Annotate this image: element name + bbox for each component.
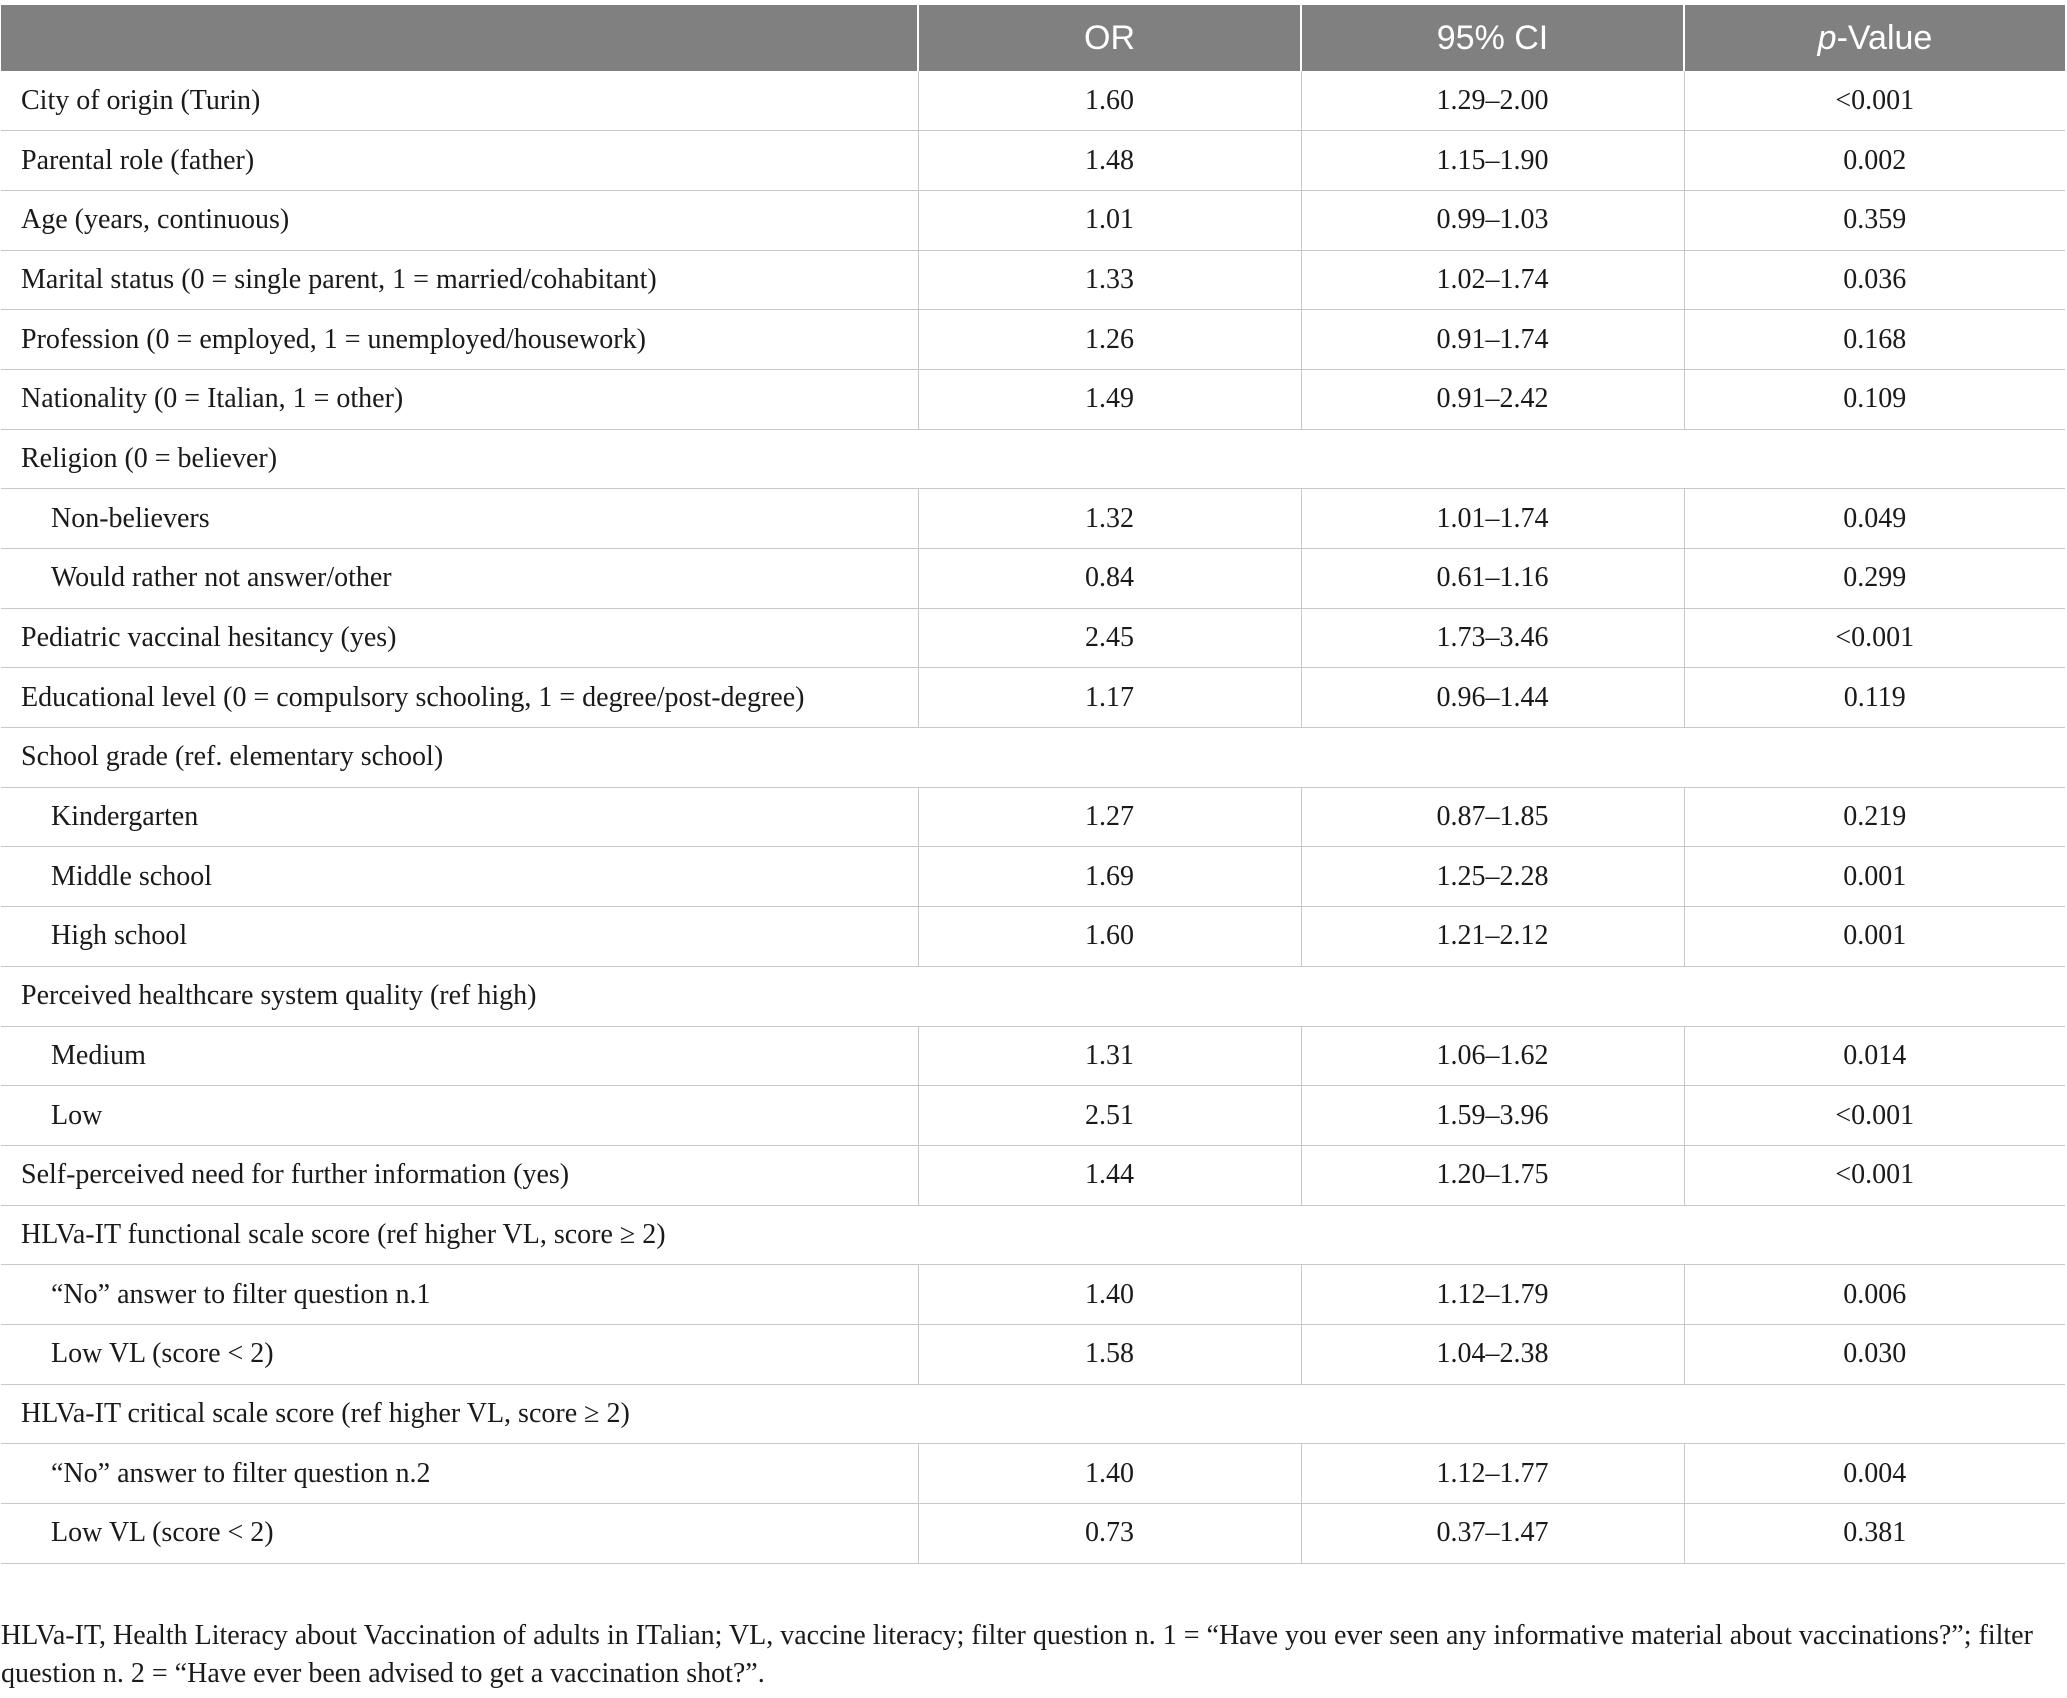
section-row: [1, 429, 2065, 489]
or-value: 1.69: [918, 847, 1301, 907]
p-value: 0.109: [1684, 369, 2065, 429]
section-row: [1, 1205, 2065, 1265]
ci-value: 1.59–3.96: [1301, 1086, 1684, 1146]
variable-label: Pediatric vaccinal hesitancy (yes): [1, 608, 918, 668]
or-value: 2.45: [918, 608, 1301, 668]
or-value: 1.26: [918, 310, 1301, 370]
table-row: [1, 369, 2065, 429]
or-value: 1.17: [918, 668, 1301, 728]
or-value: 1.40: [918, 1444, 1301, 1504]
ci-value: 0.91–2.42: [1301, 369, 1684, 429]
section-row: [1, 728, 2065, 788]
or-value: 1.01: [918, 190, 1301, 250]
p-value: 0.381: [1684, 1504, 2065, 1564]
results-table: [1, 5, 2065, 1564]
table-row: [1, 1444, 2065, 1504]
ci-value: 1.25–2.28: [1301, 847, 1684, 907]
ci-value: 1.12–1.79: [1301, 1265, 1684, 1325]
variable-label: “No” answer to filter question n.2: [1, 1444, 918, 1504]
variable-label: Low VL (score < 2): [1, 1324, 918, 1384]
variable-label: Low VL (score < 2): [1, 1504, 918, 1564]
or-value: 1.31: [918, 1026, 1301, 1086]
section-row: [1, 1384, 2065, 1444]
p-value: 0.030: [1684, 1324, 2065, 1384]
table-header: [1, 5, 2065, 71]
section-label: School grade (ref. elementary school): [1, 728, 2065, 788]
table-row: [1, 787, 2065, 847]
variable-label: Non-believers: [1, 489, 918, 549]
variable-label: Educational level (0 = compulsory schooling, 1 = degree/post-degree): [1, 668, 918, 728]
table-row: [1, 250, 2065, 310]
table-row: [1, 608, 2065, 668]
ci-value: 0.99–1.03: [1301, 190, 1684, 250]
table-row: [1, 668, 2065, 728]
table-row: [1, 1504, 2065, 1564]
variable-label: Age (years, continuous): [1, 190, 918, 250]
table-row: [1, 549, 2065, 609]
ci-value: 0.61–1.16: [1301, 549, 1684, 609]
p-value: 0.219: [1684, 787, 2065, 847]
p-value: 0.001: [1684, 907, 2065, 967]
p-value: <0.001: [1684, 71, 2065, 131]
or-value: 1.40: [918, 1265, 1301, 1325]
table-row: [1, 71, 2065, 131]
p-value: 0.299: [1684, 549, 2065, 609]
or-value: 1.60: [918, 71, 1301, 131]
variable-label: Marital status (0 = single parent, 1 = married/cohabitant): [1, 250, 918, 310]
p-value: <0.001: [1684, 1086, 2065, 1146]
table-row: [1, 310, 2065, 370]
variable-label: Middle school: [1, 847, 918, 907]
header-ci: 95% CI: [1301, 5, 1684, 71]
table-row: [1, 907, 2065, 967]
p-value: 0.014: [1684, 1026, 2065, 1086]
table-row: [1, 1145, 2065, 1205]
p-value: <0.001: [1684, 608, 2065, 668]
table-row: [1, 489, 2065, 549]
or-value: 1.27: [918, 787, 1301, 847]
table-body: [1, 71, 2065, 1563]
ci-value: 0.96–1.44: [1301, 668, 1684, 728]
p-value: 0.002: [1684, 131, 2065, 191]
table-row: [1, 1086, 2065, 1146]
or-value: 0.73: [918, 1504, 1301, 1564]
p-value: 0.049: [1684, 489, 2065, 549]
ci-value: 1.21–2.12: [1301, 907, 1684, 967]
or-value: 1.49: [918, 369, 1301, 429]
p-value: 0.004: [1684, 1444, 2065, 1504]
or-value: 1.60: [918, 907, 1301, 967]
variable-label: Low: [1, 1086, 918, 1146]
p-value: 0.036: [1684, 250, 2065, 310]
variable-label: Parental role (father): [1, 131, 918, 191]
ci-value: 0.37–1.47: [1301, 1504, 1684, 1564]
section-label: Perceived healthcare system quality (ref high): [1, 966, 2065, 1026]
header-row: [1, 5, 2065, 71]
p-value: 0.001: [1684, 847, 2065, 907]
ci-value: 1.04–2.38: [1301, 1324, 1684, 1384]
table-row: [1, 190, 2065, 250]
ci-value: 1.20–1.75: [1301, 1145, 1684, 1205]
p-value: 0.119: [1684, 668, 2065, 728]
ci-value: 1.12–1.77: [1301, 1444, 1684, 1504]
table-row: [1, 847, 2065, 907]
table-row: [1, 131, 2065, 191]
or-value: 1.48: [918, 131, 1301, 191]
variable-label: Kindergarten: [1, 787, 918, 847]
or-value: 2.51: [918, 1086, 1301, 1146]
ci-value: 1.15–1.90: [1301, 131, 1684, 191]
variable-label: High school: [1, 907, 918, 967]
ci-value: 1.06–1.62: [1301, 1026, 1684, 1086]
variable-label: Medium: [1, 1026, 918, 1086]
or-value: 1.58: [918, 1324, 1301, 1384]
section-label: HLVa-IT critical scale score (ref higher VL, score ≥ 2): [1, 1384, 2065, 1444]
variable-label: Self-perceived need for further information (yes): [1, 1145, 918, 1205]
ci-value: 0.91–1.74: [1301, 310, 1684, 370]
or-value: 1.44: [918, 1145, 1301, 1205]
table-row: [1, 1265, 2065, 1325]
variable-label: Profession (0 = employed, 1 = unemployed/housework): [1, 310, 918, 370]
table-row: [1, 1324, 2065, 1384]
table-row: [1, 1026, 2065, 1086]
p-value: <0.001: [1684, 1145, 2065, 1205]
header-p-value: [1684, 5, 2065, 71]
ci-value: 1.01–1.74: [1301, 489, 1684, 549]
or-value: 1.33: [918, 250, 1301, 310]
section-row: [1, 966, 2065, 1026]
ci-value: 1.73–3.46: [1301, 608, 1684, 668]
or-value: 1.32: [918, 489, 1301, 549]
p-value: 0.006: [1684, 1265, 2065, 1325]
table-footnote: HLVa-IT, Health Literacy about Vaccination of adults in ITalian; VL, vaccine literacy; filter question n. 1 = “Have you ever seen any informative material about vaccinations?”; filter question n. 2 = “Have ever been advised to get a vaccination shot?”.: [1, 1620, 2033, 1689]
variable-label: Nationality (0 = Italian, 1 = other): [1, 369, 918, 429]
p-value: 0.168: [1684, 310, 2065, 370]
or-value: 0.84: [918, 549, 1301, 609]
header-p-suffix: -Value: [1836, 18, 1933, 57]
variable-label: Would rather not answer/other: [1, 549, 918, 609]
variable-label: City of origin (Turin): [1, 71, 918, 131]
header-variable: [1, 5, 918, 71]
variable-label: “No” answer to filter question n.1: [1, 1265, 918, 1325]
p-value: 0.359: [1684, 190, 2065, 250]
header-or: OR: [918, 5, 1301, 71]
ci-value: 1.02–1.74: [1301, 250, 1684, 310]
header-p-italic: p: [1817, 18, 1837, 57]
section-label: Religion (0 = believer): [1, 429, 2065, 489]
ci-value: 0.87–1.85: [1301, 787, 1684, 847]
section-label: HLVa-IT functional scale score (ref higher VL, score ≥ 2): [1, 1205, 2065, 1265]
ci-value: 1.29–2.00: [1301, 71, 1684, 131]
